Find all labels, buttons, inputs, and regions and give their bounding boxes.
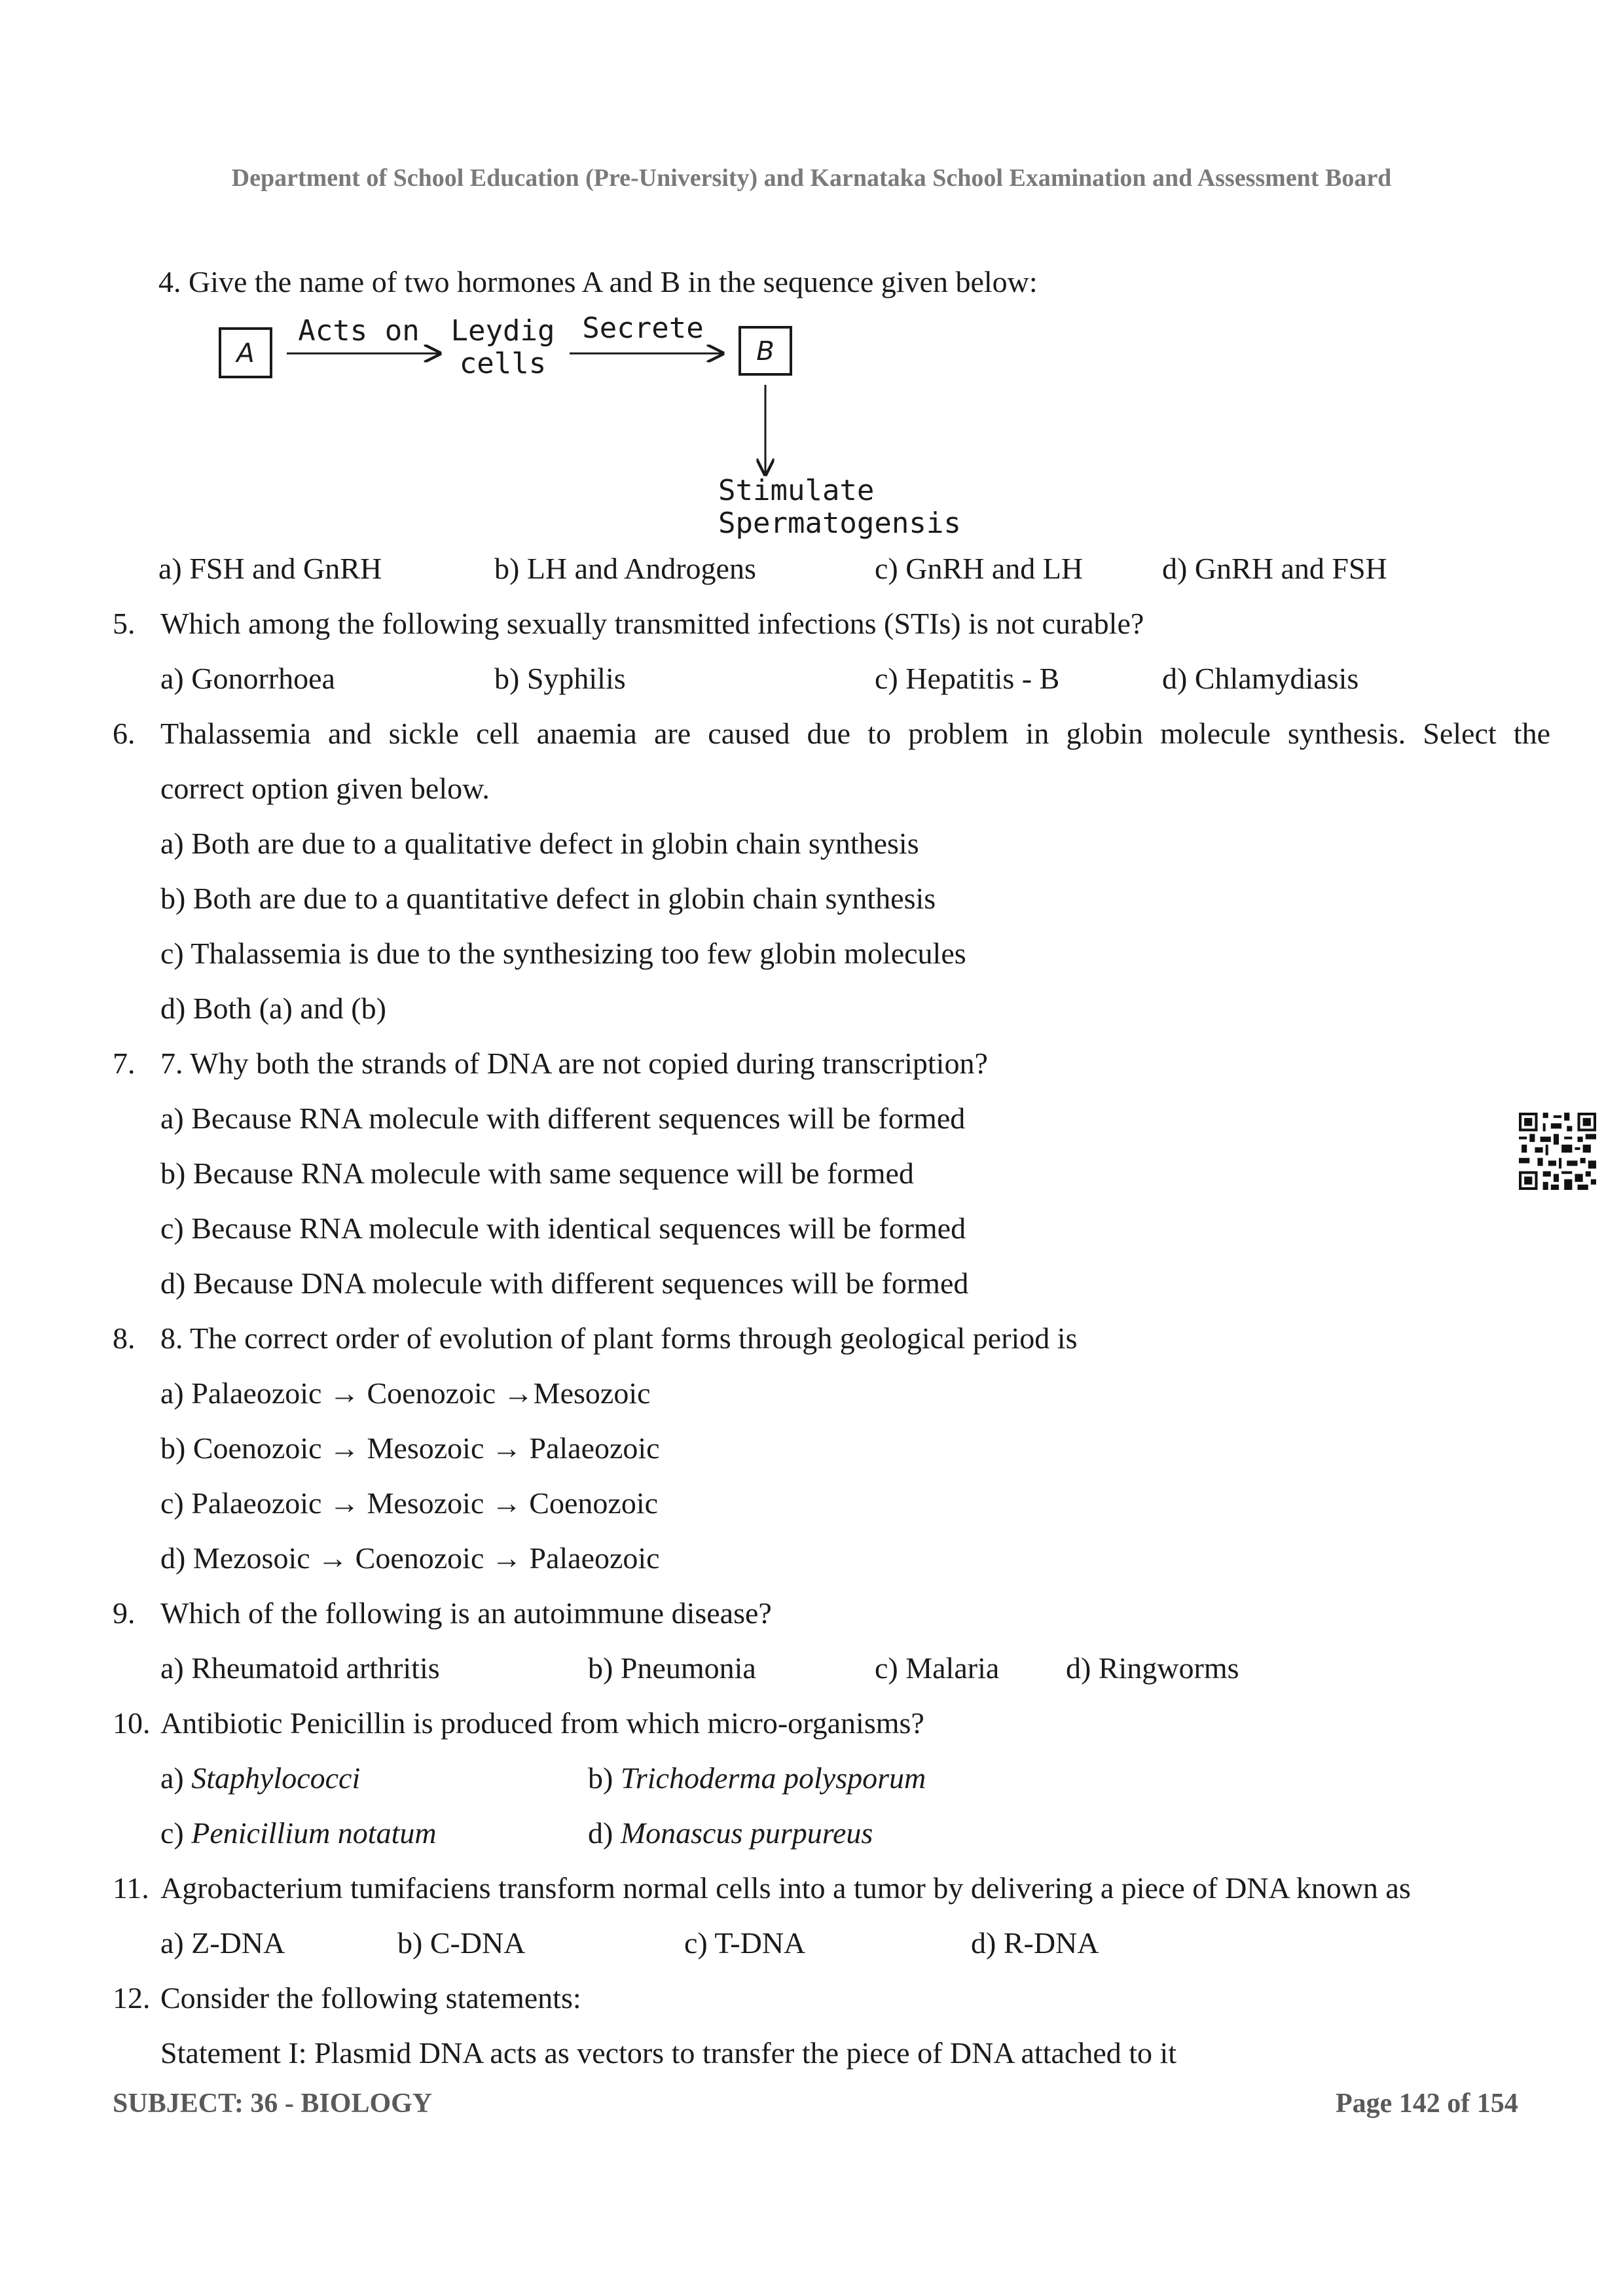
q8-question: 8. The correct order of evolution of plant forms through geological period is xyxy=(160,1321,1078,1355)
q9-question: Which of the following is an autoimmune disease? xyxy=(160,1596,772,1630)
stimulate-label: Stimulate xyxy=(718,474,875,507)
q4-option-b: b) LH and Androgens xyxy=(494,552,756,585)
q8-number: 8. xyxy=(113,1321,136,1355)
q6-number: 6. xyxy=(113,717,136,750)
arrow-acts-on-label: Acts on xyxy=(298,314,420,348)
q8-option-c: c) Palaeozoic → Mesozoic → Coenozoic xyxy=(160,1486,659,1520)
q11-option-b: b) C-DNA xyxy=(397,1926,526,1960)
q10-question: Antibiotic Penicillin is produced from which micro-organisms? xyxy=(160,1706,924,1740)
q5-option-c: c) Hepatitis - B xyxy=(875,662,1060,695)
q4-option-a: a) FSH and GnRH xyxy=(158,552,382,585)
q5-question: Which among the following sexually transmitted infections (STIs) is not curable? xyxy=(160,607,1144,640)
q10-option-d: d) Monascus purpureus xyxy=(588,1816,873,1850)
q7-option-d: d) Because DNA molecule with different sequences will be formed xyxy=(160,1266,969,1300)
q10-option-a-name: Staphylococci xyxy=(191,1761,361,1795)
q12-statement-1: Statement I: Plasmid DNA acts as vectors to transfer the piece of DNA attached to it xyxy=(160,2036,1177,2070)
q5-option-b: b) Syphilis xyxy=(494,662,626,695)
q9-option-d: d) Ringworms xyxy=(1066,1651,1239,1685)
q8-option-a: a) Palaeozoic → Coenozoic →Mesozoic xyxy=(160,1376,651,1410)
q6-option-b: b) Both are due to a quantitative defect in globin chain synthesis xyxy=(160,882,936,915)
q7-option-a: a) Because RNA molecule with different sequences will be formed xyxy=(160,1102,966,1135)
q4-question: 4. Give the name of two hormones A and B in the sequence given below: xyxy=(158,265,1038,298)
q6-option-d: d) Both (a) and (b) xyxy=(160,992,386,1025)
q6-option-c: c) Thalassemia is due to the synthesizing too few globin molecules xyxy=(160,937,966,970)
q7-question: 7. Why both the strands of DNA are not copied during transcription? xyxy=(160,1047,988,1080)
q10-option-a: a) Staphylococci xyxy=(160,1761,361,1795)
qr-code xyxy=(1519,1113,1596,1190)
q10-option-b: b) Trichoderma polysporum xyxy=(588,1761,926,1795)
q11-number: 11. xyxy=(113,1871,149,1905)
q11-option-c: c) T-DNA xyxy=(684,1926,806,1960)
arrow-secrete-label: Secrete xyxy=(582,312,704,345)
q6-question-line2: correct option given below. xyxy=(160,772,490,805)
box-a-label: A xyxy=(236,338,255,368)
q10-option-c-name: Penicillium notatum xyxy=(191,1816,437,1850)
footer-subject: SUBJECT: 36 - BIOLOGY xyxy=(113,2089,433,2119)
q5-number: 5. xyxy=(113,607,136,640)
q7-number: 7. xyxy=(113,1047,136,1080)
q12-question: Consider the following statements: xyxy=(160,1981,581,2015)
q6-option-a: a) Both are due to a qualitative defect in globin chain synthesis xyxy=(160,827,919,860)
q7-option-c: c) Because RNA molecule with identical sequences will be formed xyxy=(160,1211,966,1245)
q10-option-b-name: Trichoderma polysporum xyxy=(620,1761,926,1795)
q9-option-c: c) Malaria xyxy=(875,1651,1000,1685)
leydig-label: Leydig xyxy=(450,314,555,348)
q8-option-b: b) Coenozoic → Mesozoic → Palaeozoic xyxy=(160,1431,660,1465)
q6-question-line1: Thalassemia and sickle cell anaemia are caused due to problem in globin molecule synthesis. Select the xyxy=(160,717,1550,750)
q11-option-a: a) Z-DNA xyxy=(160,1926,285,1960)
q9-option-a: a) Rheumatoid arthritis xyxy=(160,1651,440,1685)
q11-question: Agrobacterium tumifaciens transform normal cells into a tumor by delivering a piece of DNA known as xyxy=(160,1871,1411,1905)
page-header: Department of School Education (Pre-University) and Karnataka School Examination and Assessment Board xyxy=(231,164,1392,192)
q8-option-d: d) Mezosoic → Coenozoic → Palaeozoic xyxy=(160,1541,660,1575)
q10-option-c: c) Penicillium notatum xyxy=(160,1816,437,1850)
q7-option-b: b) Because RNA molecule with same sequence will be formed xyxy=(160,1157,914,1190)
box-b-label: B xyxy=(756,336,775,367)
q5-option-a: a) Gonorrhoea xyxy=(160,662,335,695)
q4-option-c: c) GnRH and LH xyxy=(875,552,1084,585)
q9-option-b: b) Pneumonia xyxy=(588,1651,756,1685)
hormone-sequence-diagram xyxy=(196,308,982,543)
q11-option-d: d) R-DNA xyxy=(971,1926,1099,1960)
footer-page-number: Page 142 of 154 xyxy=(1336,2089,1518,2119)
cells-label: cells xyxy=(459,347,547,380)
q12-number: 12. xyxy=(113,1981,151,2015)
spermatogensis-label: Spermatogensis xyxy=(718,507,961,540)
q10-option-d-name: Monascus purpureus xyxy=(620,1816,873,1850)
q5-option-d: d) Chlamydiasis xyxy=(1162,662,1359,695)
q9-number: 9. xyxy=(113,1596,136,1630)
q4-option-d: d) GnRH and FSH xyxy=(1162,552,1387,585)
q10-number: 10. xyxy=(113,1706,151,1740)
